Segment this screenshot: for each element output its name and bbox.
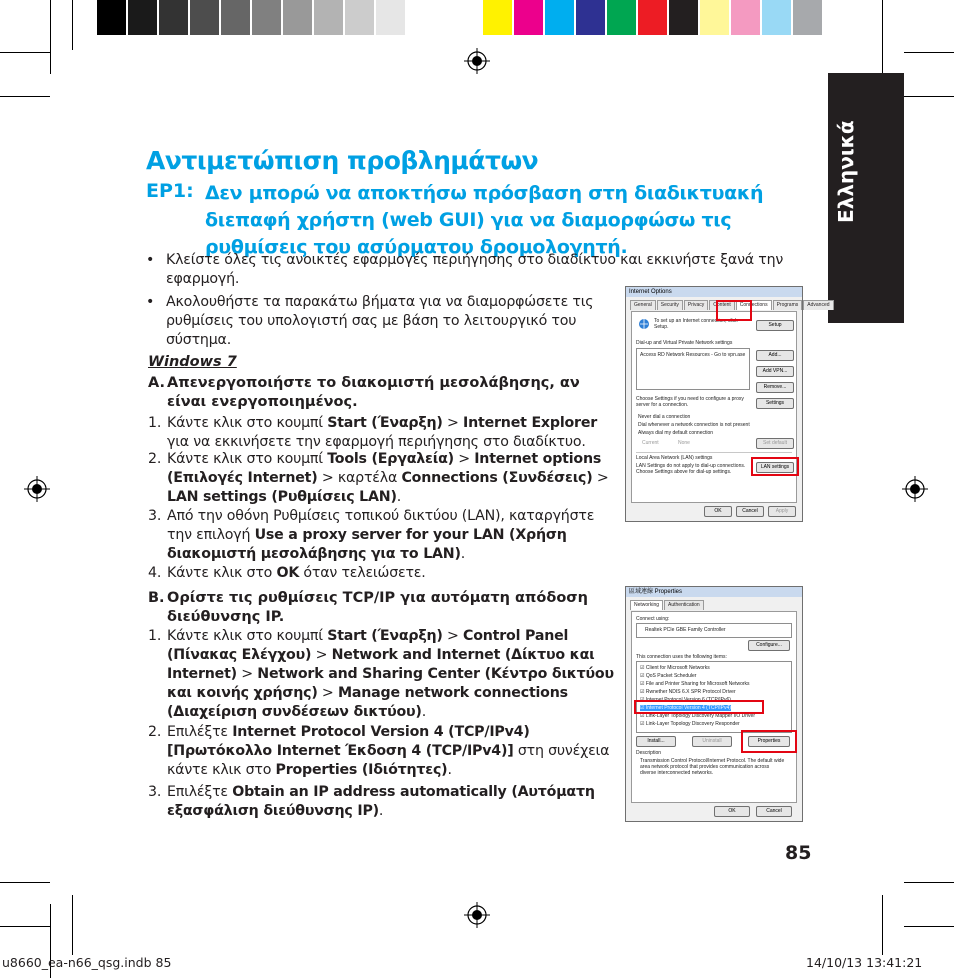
step-fragment: στη συνέχεια κάντε κλικ στο bbox=[167, 743, 610, 778]
color-swatch bbox=[221, 0, 252, 35]
step-text bbox=[167, 783, 618, 821]
lan-settings-button[interactable]: LAN settings bbox=[756, 462, 794, 473]
highlight-ipv4-item bbox=[634, 700, 764, 714]
protocol-item[interactable]: ☑ Rwnether NDIS 6.X SPR Protocol Driver bbox=[640, 689, 736, 695]
section-b-title: Ορίστε τις ρυθμίσεις TCP/IP για αυτόματη απόδοση διεύθυνσης IP. bbox=[167, 590, 588, 625]
items-label: This connection uses the following items: bbox=[636, 654, 727, 660]
section-b-heading bbox=[148, 589, 618, 627]
color-swatch bbox=[576, 0, 607, 35]
step-number: 3. bbox=[148, 508, 162, 524]
section-b-label: B. bbox=[148, 590, 165, 606]
crop-mark bbox=[904, 882, 954, 883]
lan-label: Local Area Network (LAN) settings bbox=[636, 455, 713, 461]
step-fragment: Επιλέξτε bbox=[167, 784, 233, 800]
setup-text: To set up an Internet connection, click Setup. bbox=[654, 318, 738, 330]
dialog-title: 區域連線 Properties bbox=[626, 587, 802, 597]
color-swatch bbox=[793, 0, 824, 35]
protocol-item[interactable]: ☑ Internet Protocol Version 4 (TCP/IPv4) bbox=[640, 705, 731, 711]
step-number: 1. bbox=[148, 628, 162, 644]
dialup-item[interactable]: Access RD Network Resources - Go to vpn.ase bbox=[640, 352, 746, 358]
bullet-mark: • bbox=[146, 252, 155, 268]
page-number: 85 bbox=[785, 842, 812, 864]
set-default-button[interactable]: Set default bbox=[756, 438, 794, 449]
settings-button[interactable]: Settings bbox=[756, 398, 794, 409]
color-swatch bbox=[407, 0, 438, 35]
step-fragment: για να εκκινήσετε την εφαρμογή περιήγησης στο διαδίκτυο. bbox=[167, 434, 586, 450]
dialog-tab[interactable]: Privacy bbox=[684, 300, 708, 310]
windows-heading: Windows 7 bbox=[148, 354, 237, 370]
dialog-tab[interactable]: Content bbox=[709, 300, 735, 310]
step-keyword: Control Panel (Πίνακας Ελέγχου) bbox=[167, 628, 569, 663]
crop-mark bbox=[904, 926, 954, 927]
step-fragment: > bbox=[453, 451, 475, 467]
dialog-title: Internet Options bbox=[626, 287, 802, 297]
registration-mark-icon bbox=[24, 476, 50, 502]
lan-text: LAN Settings do not apply to dial-up connections. Choose Settings above for dial-up settings. bbox=[636, 463, 746, 475]
bullet-text: Κλείστε όλες τις ανοικτές εφαρμογές περιήγησης στο διαδίκτυο και εκκινήστε ξανά την εφαρμογή. bbox=[166, 252, 784, 287]
connections-pane bbox=[631, 311, 797, 503]
section-a-label: A. bbox=[148, 375, 165, 391]
choose-settings-text: Choose Settings if you need to configure a proxy server for a connection. bbox=[636, 396, 744, 408]
ep-id: EP1: bbox=[146, 180, 194, 202]
step-number: 1. bbox=[148, 415, 162, 431]
step-keyword: Start (Έναρξη) bbox=[327, 415, 443, 431]
internet-options-screenshot bbox=[625, 286, 830, 522]
step-keyword: Start (Έναρξη) bbox=[327, 628, 443, 644]
adapter-box bbox=[636, 623, 792, 638]
ok-button[interactable]: OK bbox=[704, 506, 732, 517]
step-keyword: Network and Sharing Center (Κέντρο δικτύου και κοινής χρήσης) bbox=[167, 666, 614, 701]
color-swatch bbox=[376, 0, 407, 35]
color-swatch bbox=[731, 0, 762, 35]
dialog-tab[interactable]: Advanced bbox=[803, 300, 833, 310]
step-text bbox=[167, 564, 618, 583]
step-item bbox=[148, 723, 618, 780]
step-fragment: . bbox=[396, 489, 402, 505]
step-keyword: Tools (Εργαλεία) bbox=[327, 451, 454, 467]
highlight-connections-tab bbox=[716, 300, 752, 321]
step-fragment: Κάντε κλικ στο κουμπί bbox=[167, 415, 328, 431]
crop-mark bbox=[0, 52, 50, 53]
step-fragment: > bbox=[317, 685, 338, 701]
section-a-title: Απενεργοποιήστε το διακομιστή μεσολάβησης, αν είναι ενεργοποιημένος. bbox=[167, 375, 580, 410]
adapter-name: Realtek PCIe GBE Family Controller bbox=[645, 627, 726, 633]
properties-button[interactable]: Properties bbox=[748, 736, 790, 747]
protocol-item[interactable]: ☑ Internet Protocol Version 6 (TCP/IPv6) bbox=[640, 697, 731, 703]
adapter-properties-screenshot bbox=[625, 586, 803, 822]
bullet-item bbox=[146, 251, 811, 289]
apply-button[interactable]: Apply bbox=[768, 506, 796, 517]
step-number: 3. bbox=[148, 784, 162, 800]
step-fragment: > bbox=[442, 628, 464, 644]
color-swatch bbox=[607, 0, 638, 35]
protocol-item[interactable]: ☑ Link-Layer Topology Discovery Mapper I/O Driver bbox=[640, 713, 755, 719]
language-tab-label: Ελληνικά bbox=[834, 120, 858, 223]
items-list[interactable] bbox=[636, 661, 792, 733]
highlight-properties-button bbox=[741, 730, 797, 753]
dialog-tab[interactable]: Security bbox=[657, 300, 683, 310]
step-item bbox=[148, 564, 618, 583]
color-swatch bbox=[190, 0, 221, 35]
color-swatch bbox=[345, 0, 376, 35]
color-swatch bbox=[314, 0, 345, 35]
step-text bbox=[167, 414, 618, 452]
step-fragment: . bbox=[447, 762, 452, 778]
current-value: None bbox=[678, 440, 690, 446]
configure-button[interactable]: Configure... bbox=[748, 640, 790, 651]
step-keyword: Manage network connections (Διαχείριση συνδέσεων δικτύου) bbox=[167, 685, 568, 720]
crop-mark bbox=[72, 895, 73, 955]
protocol-item[interactable]: ☑ Client for Microsoft Networks bbox=[640, 665, 710, 671]
step-keyword: Use a proxy server for your LAN (Χρήση διακομιστή μεσολάβησης για το LAN) bbox=[167, 527, 567, 562]
footer-file: u8660_ea-n66_qsg.indb 85 bbox=[2, 955, 172, 970]
step-text bbox=[167, 627, 618, 722]
step-fragment: > καρτέλα bbox=[317, 470, 402, 486]
cancel-button[interactable]: Cancel bbox=[756, 806, 792, 817]
add-button[interactable]: Add... bbox=[756, 350, 794, 361]
current-label: Current bbox=[642, 440, 659, 446]
dialog-tab[interactable]: Networking bbox=[630, 600, 663, 610]
dialog-tabs bbox=[630, 600, 798, 610]
crop-mark bbox=[0, 96, 50, 97]
protocol-item[interactable]: ☑ QoS Packet Scheduler bbox=[640, 673, 697, 679]
crop-mark bbox=[904, 96, 954, 97]
step-item bbox=[148, 783, 618, 821]
footer-date: 14/10/13 13:41:21 bbox=[806, 955, 923, 970]
step-text bbox=[167, 450, 618, 507]
step-item bbox=[148, 450, 618, 507]
step-keyword: Obtain an IP address automatically (Αυτόματη εξασφάλιση διεύθυνσης IP) bbox=[167, 784, 595, 819]
step-item bbox=[148, 507, 618, 564]
step-fragment: Από την οθόνη Ρυθμίσεις τοπικού δικτύου (LAN), καταργήστε την επιλογή bbox=[167, 508, 595, 543]
step-text bbox=[167, 507, 618, 564]
protocol-item[interactable]: ☑ File and Printer Sharing for Microsoft Networks bbox=[640, 681, 750, 687]
bullet-item bbox=[146, 293, 616, 350]
step-keyword: Internet Explorer bbox=[463, 415, 598, 431]
crop-mark bbox=[50, 0, 51, 74]
step-number: 2. bbox=[148, 451, 162, 467]
ep-heading: Δεν μπορώ να αποκτήσω πρόσβαση στη διαδικτυακή διεπαφή χρήστη (web GUI) για να διαμορφώσω τις ρυθμίσεις του ασύρματου δρομολογητή. bbox=[205, 182, 764, 258]
uninstall-button[interactable]: Uninstall bbox=[692, 736, 732, 747]
step-keyword: Internet options (Επιλογές Internet) bbox=[167, 451, 602, 486]
connect-using-label: Connect using: bbox=[636, 616, 670, 622]
language-tab bbox=[828, 73, 904, 323]
crop-mark bbox=[882, 0, 883, 74]
install-button[interactable]: Install... bbox=[636, 736, 676, 747]
color-swatch bbox=[483, 0, 514, 35]
step-item bbox=[148, 414, 618, 452]
color-swatch bbox=[762, 0, 793, 35]
color-swatch bbox=[638, 0, 669, 35]
section-a-heading bbox=[148, 374, 618, 412]
bullet-mark: • bbox=[146, 294, 155, 310]
step-fragment: Κάντε κλικ στο κουμπί bbox=[167, 628, 328, 644]
step-fragment: . bbox=[460, 546, 466, 562]
registration-mark-icon bbox=[464, 48, 490, 74]
step-number: 2. bbox=[148, 724, 162, 740]
ok-button[interactable]: OK bbox=[714, 806, 750, 817]
registration-mark-icon bbox=[902, 476, 928, 502]
step-fragment: Επιλέξτε bbox=[167, 724, 233, 740]
page-title: Αντιμετώπιση προβλημάτων bbox=[146, 146, 539, 175]
crop-mark bbox=[0, 882, 50, 883]
step-fragment: Κάντε κλικ στο bbox=[167, 565, 277, 581]
protocol-item[interactable]: ☑ Link-Layer Topology Discovery Responder bbox=[640, 721, 740, 727]
step-keyword: OK bbox=[276, 565, 300, 581]
dialog-tab[interactable]: General bbox=[630, 300, 656, 310]
radio-never-dial[interactable]: Never dial a connection bbox=[638, 414, 691, 420]
color-swatch bbox=[545, 0, 576, 35]
step-keyword: LAN settings (Ρυθμίσεις LAN) bbox=[167, 489, 397, 505]
description-text: Transmission Control Protocol/Internet Protocol. The default wide area network protocol that provides communication across diverse interconnected networks. bbox=[640, 758, 785, 776]
cancel-button[interactable]: Cancel bbox=[736, 506, 764, 517]
step-fragment: > bbox=[592, 470, 609, 486]
globe-icon bbox=[638, 318, 650, 330]
dialog-tab[interactable]: Connections bbox=[736, 300, 772, 310]
step-text bbox=[167, 723, 618, 780]
crop-mark bbox=[904, 52, 954, 53]
step-keyword: Properties (Ιδιότητες) bbox=[275, 762, 448, 778]
step-keyword: Connections (Συνδέσεις) bbox=[401, 470, 593, 486]
color-swatch bbox=[700, 0, 731, 35]
registration-mark-icon bbox=[464, 902, 490, 928]
step-fragment: . bbox=[421, 704, 427, 720]
crop-mark bbox=[0, 926, 50, 927]
dialog-tabs bbox=[630, 300, 830, 310]
step-fragment: > bbox=[442, 415, 464, 431]
step-fragment: > bbox=[236, 666, 258, 682]
step-number: 4. bbox=[148, 565, 162, 581]
color-swatch bbox=[669, 0, 700, 35]
dialog-tab[interactable]: Authentication bbox=[664, 600, 704, 610]
highlight-lan-settings bbox=[751, 457, 799, 476]
color-swatch bbox=[283, 0, 314, 35]
color-swatch bbox=[252, 0, 283, 35]
crop-mark bbox=[882, 895, 883, 955]
step-fragment: > bbox=[311, 647, 332, 663]
description-label: Description bbox=[636, 750, 662, 756]
step-fragment: Κάντε κλικ στο κουμπί bbox=[167, 451, 328, 467]
color-swatch bbox=[159, 0, 190, 35]
color-swatch bbox=[128, 0, 159, 35]
color-swatch bbox=[514, 0, 545, 35]
step-fragment: . bbox=[378, 803, 384, 819]
color-swatch bbox=[97, 0, 128, 35]
dialup-list[interactable] bbox=[636, 348, 750, 390]
bullet-text: Ακολουθήστε τα παρακάτω βήματα για να διαμορφώσετε τις ρυθμίσεις του υπολογιστή σας με βάση το λειτουργικό του σύστημα. bbox=[166, 294, 594, 348]
setup-button[interactable]: Setup bbox=[756, 320, 794, 331]
grayscale-bar bbox=[97, 0, 438, 35]
radio-dial-when-needed[interactable]: Dial whenever a network connection is not present bbox=[638, 422, 750, 428]
step-fragment: όταν τελειώσετε. bbox=[299, 565, 426, 581]
dialup-label: Dial-up and Virtual Private Network settings bbox=[636, 340, 733, 346]
add-vpn-button[interactable]: Add VPN... bbox=[756, 366, 794, 377]
step-keyword: Internet Protocol Version 4 (TCP/IPv4) [Πρωτόκολλο Internet Έκδοση 4 (TCP/IPv4)] bbox=[167, 724, 530, 759]
dialog-tab[interactable]: Programs bbox=[773, 300, 803, 310]
step-item bbox=[148, 627, 618, 722]
remove-button[interactable]: Remove... bbox=[756, 382, 794, 393]
color-bar bbox=[483, 0, 824, 35]
step-keyword: Network and Internet (Δίκτυο και Internet) bbox=[167, 647, 595, 682]
radio-always-dial[interactable]: Always dial my default connection bbox=[638, 430, 714, 436]
networking-pane bbox=[631, 611, 797, 803]
crop-mark bbox=[72, 0, 73, 50]
